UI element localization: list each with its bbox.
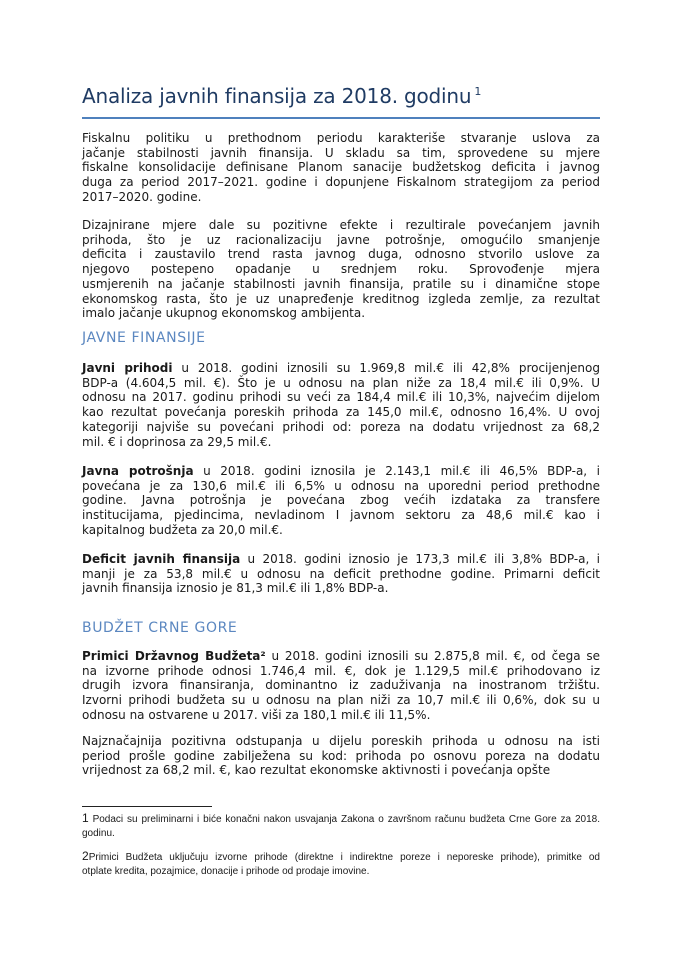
title-text: Analiza javnih finansija za 2018. godinu	[82, 84, 472, 108]
footnote-line	[82, 865, 600, 879]
text-line	[82, 262, 600, 277]
text-line	[82, 464, 600, 479]
text-line	[82, 175, 600, 190]
text-line	[82, 190, 600, 205]
text-line	[82, 552, 600, 567]
footnote-text: otplate kredita, pozajmice, donacije i prihode od prodaje imovine.	[82, 866, 370, 877]
text-line	[82, 131, 600, 146]
text-line	[82, 649, 600, 664]
footnote-2	[82, 849, 600, 879]
paragraph-lead: Primici Državnog Budžeta²	[82, 649, 266, 663]
text-line	[82, 160, 600, 175]
footnote-ref-1[interactable]: 1	[474, 85, 482, 98]
line-text: Dizajnirane mjere dale su pozitivne efekte i rezultirale povećanjem javnih	[82, 218, 600, 232]
line-text: duga za period 2017–2021. godine i dopunjene Fiskalnom strategijom za period	[82, 175, 600, 190]
text-line	[82, 581, 600, 596]
footnote-text: godinu.	[82, 828, 115, 839]
paragraph-deficit	[82, 552, 600, 596]
line-text: deficita i zaustavilo trend rasta javnog duga, odnosno stvorilo uslove za	[82, 247, 600, 262]
line-text: jačanje stabilnosti javnih finansija. U skladu sa tim, sprovedene su mjere	[82, 145, 600, 160]
line-text: manji je za 53,8 mil.€ u odnosu na deficit prethodne godine. Primarni deficit	[82, 566, 600, 581]
paragraph-najznacajnija	[82, 734, 600, 778]
footnote-1	[82, 811, 600, 841]
text-line	[82, 508, 600, 523]
line-text: kategoriji najviše su povećani prihodi od: poreza na dodatu vrijednost za 68,2	[82, 419, 600, 434]
text-line	[82, 376, 600, 391]
line-text: u 2018. godini iznosio je 173,3 mil.€ ili 3,8% BDP-a, i	[240, 552, 600, 566]
footnote-line	[82, 827, 600, 841]
paragraph-javni-prihodi	[82, 361, 600, 449]
line-text: Najznačajnija pozitivna odstupanja u dijelu poreskih prihoda u odnosu na isti	[82, 734, 600, 748]
footnote-line	[82, 849, 600, 865]
text-line	[82, 420, 600, 435]
text-line	[82, 277, 600, 292]
line-text: javnih finansija iznosio je 81,3 mil.€ ili 1,8% BDP-a.	[82, 581, 389, 596]
text-line	[82, 708, 600, 723]
line-text: povećana je za 130,6 mil.€ ili 6,5% u odnosu na uporedni period prethodne	[82, 478, 600, 493]
paragraph-lead: Javni prihodi	[82, 361, 173, 375]
page-title	[82, 84, 600, 108]
line-text: na izvorne prihode odnosi 1.746,4 mil. €, dok je 1.129,5 mil.€ prihodovano iz	[82, 663, 600, 678]
line-text: odnosu na 2017. godinu prihodi su veći za 184,4 mil.€ ili 10,3%, najvećim dijelom	[82, 390, 600, 405]
text-line	[82, 361, 600, 376]
line-text: institucijama, pjedincima, nevladinom I javnom sektoru za 48,6 mil.€ kao i	[82, 508, 600, 523]
line-text: godine. Javna potrošnja je povećana zbog većih izdataka za transfere	[82, 493, 600, 508]
text-line	[82, 749, 600, 764]
text-line	[82, 390, 600, 405]
intro-paragraph-1	[82, 131, 600, 205]
line-text: kao rezultat povećanja poreskih prihoda za 145,0 mil.€, odnosno 16,4%. U ovoj	[82, 405, 600, 420]
line-text: period prošle godine zabilježena su kod: prihoda po osnovu poreza na dodatu	[82, 748, 600, 763]
line-text: BDP-a (4.604,5 mil. €). Što je u odnosu na plan niže za 18,4 mil.€ ili 0,9%. U	[82, 375, 600, 390]
text-line	[82, 678, 600, 693]
line-text: drugih izvora finansiranja, dominantno iz zaduživanja na inostranom tržištu.	[82, 678, 600, 693]
text-line	[82, 306, 600, 321]
paragraph-javna-potrosnja	[82, 464, 600, 538]
line-text: fiskalne konsolidacije definisane Planom sanacije budžetskog deficita i javnog	[82, 160, 600, 175]
paragraph-primici	[82, 649, 600, 723]
line-text: 2017–2020. godine.	[82, 189, 202, 204]
text-line	[82, 479, 600, 494]
paragraph-lead: Javna potrošnja	[82, 464, 194, 478]
line-text: usmjerenih na jačanje stabilnosti javnih finansija, pratile su i dinamične stope	[82, 276, 600, 291]
line-text: ekonomskog rasta, što je uz unapređenje kreditnog izgleda zemlje, za rezultat	[82, 291, 600, 306]
intro-paragraph-2	[82, 218, 600, 321]
text-line	[82, 233, 600, 248]
line-text: imalo jačanje ukupnog ekonomskog ambijenta.	[82, 306, 366, 321]
footnote-number: 2	[82, 849, 89, 863]
line-text: u 2018. godini iznosila je 2.143,1 mil.€ ili 46,5% BDP-a, i	[193, 464, 600, 478]
text-line	[82, 567, 600, 582]
text-line	[82, 435, 600, 450]
line-text: Fiskalnu politiku u prethodnom periodu karakteriše stvaranje uslova za	[82, 131, 600, 145]
text-line	[82, 218, 600, 233]
section-heading-budzet: BUDŽET CRNE GORE	[82, 620, 238, 636]
text-line	[82, 405, 600, 420]
footnote-number: 1	[82, 811, 89, 825]
text-line	[82, 523, 600, 538]
line-text: u 2018. godini iznosili su 2.875,8 mil. €, od čega se	[265, 649, 600, 663]
text-line	[82, 734, 600, 749]
line-text: prihoda, što je uz racionalizaciju javne potrošnje, omogućilo smanjenje	[82, 232, 600, 247]
footnote-text: Primici Budžeta uključuju izvorne prihode (direktne i indirektne poreze i neporeske prihode), primitke od	[88, 852, 600, 863]
line-text: kapitalnog budžeta za 20,0 mil.€.	[82, 522, 283, 537]
text-line	[82, 493, 600, 508]
title-underline	[82, 117, 600, 119]
line-text: njegovo postepeno opadanje u srednjem roku. Sprovođenje mjera	[82, 262, 600, 277]
section-heading-javne-finansije: JAVNE FINANSIJE	[82, 330, 206, 346]
text-line	[82, 693, 600, 708]
footnote-text: Podaci su preliminarni i biće konačni nakon usvajanja Zakona o završnom računu budžeta Crne Gore za 2018.	[88, 814, 600, 825]
footnote-separator	[82, 806, 212, 807]
line-text: vrijednost za 68,2 mil. €, kao rezultat ekonomske aktivnosti i povećanja opšte	[82, 763, 551, 778]
line-text: u 2018. godini iznosili su 1.969,8 mil.€ ili 42,8% procijenjenog	[172, 361, 600, 375]
line-text: odnosu na ostvarene u 2017. viši za 180,1 mil.€ ili 11,5%.	[82, 707, 431, 722]
text-line	[82, 664, 600, 679]
line-text: mil. € i doprinosa za 29,5 mil.€.	[82, 434, 272, 449]
paragraph-lead: Deficit javnih finansija	[82, 552, 241, 566]
text-line	[82, 763, 600, 778]
text-line	[82, 247, 600, 262]
text-line	[82, 146, 600, 161]
line-text: Izvorni prihodi budžeta su u odnosu na plan niži za 10,7 mil.€ ili 0,6%, dok su u	[82, 693, 600, 708]
footnote-line	[82, 811, 600, 827]
text-line	[82, 292, 600, 307]
